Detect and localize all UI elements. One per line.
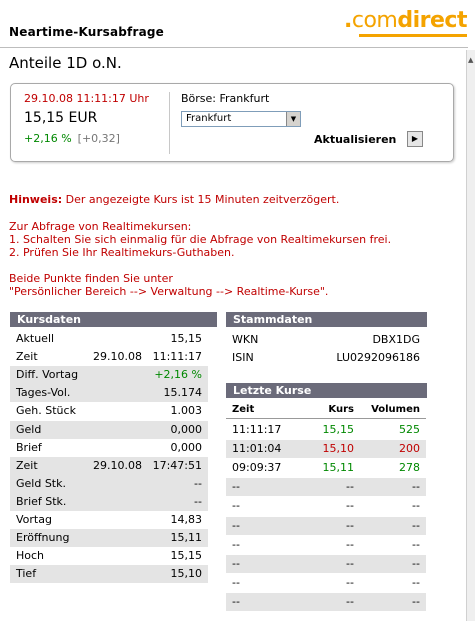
kursdaten-label: Geh. Stück	[16, 404, 76, 418]
letzte-kurse-kurs: --	[346, 518, 354, 532]
kursdaten-row	[10, 565, 208, 583]
letzte-kurse-column-header	[226, 401, 426, 419]
column-header-volumen: Volumen	[371, 404, 420, 415]
kursdaten-value: 15,15	[170, 549, 202, 563]
delay-notice: Hinweis: Der angezeigte Kurs ist 15 Minuten zeitverzögert.	[9, 193, 340, 206]
kursdaten-row	[10, 547, 208, 565]
letzte-kurse-volumen: --	[412, 537, 420, 551]
kursdaten-value: +2,16 %	[154, 368, 202, 382]
kursdaten-label: Zeit	[16, 350, 38, 364]
letzte-kurse-volumen: --	[412, 575, 420, 589]
letzte-kurse-volumen: 525	[399, 423, 420, 436]
letzte-kurse-row	[226, 517, 426, 535]
kursdaten-row	[10, 475, 208, 493]
scrollbar[interactable]	[466, 50, 475, 621]
find-path: "Persönlicher Bereich --> Verwaltung --> Realtime-Kurse".	[9, 285, 329, 298]
kursdaten-date: 29.10.08	[93, 458, 142, 472]
kursdaten-value: 0,000	[170, 422, 202, 436]
letzte-kurse-volumen: --	[412, 518, 420, 532]
header	[0, 0, 475, 48]
letzte-kurse-row	[226, 497, 426, 515]
letzte-kurse-kurs: 15,10	[322, 442, 354, 456]
kursdaten-value: --	[194, 476, 202, 490]
letzte-kurse-kurs: --	[346, 537, 354, 551]
exchange-select-value: Frankfurt	[186, 113, 232, 124]
exchange-label: Börse: Frankfurt	[181, 92, 270, 105]
letzte-kurse-zeit: --	[232, 556, 240, 570]
quote-price: 15,15 EUR	[24, 110, 98, 126]
letzte-kurse-kurs: 15,11	[322, 461, 354, 475]
kursdaten-date: 29.10.08	[93, 350, 142, 364]
page-title: Neartime-Kursabfrage	[9, 25, 165, 39]
column-header-zeit: Zeit	[232, 404, 255, 415]
letzte-kurse-row	[226, 555, 426, 573]
kursdaten-header: Kursdaten	[10, 312, 217, 327]
kursdaten-label: Vortag	[16, 513, 52, 526]
stammdaten-label: WKN	[232, 333, 259, 346]
kursdaten-value: --	[194, 494, 202, 508]
stammdaten-header: Stammdaten	[226, 312, 427, 327]
letzte-kurse-kurs: --	[346, 480, 354, 494]
kursdaten-value: 17:47:51	[152, 458, 202, 472]
quote-box	[10, 83, 454, 162]
kursdaten-label: Geld	[16, 422, 42, 436]
letzte-kurse-volumen: --	[412, 480, 420, 494]
letzte-kurse-zeit: --	[232, 518, 240, 532]
letzte-kurse-kurs: --	[346, 499, 354, 513]
kursdaten-row	[10, 384, 208, 402]
kursdaten-row	[10, 493, 208, 511]
kursdaten-value: 15.174	[163, 386, 202, 400]
kursdaten-value: 14,83	[170, 513, 202, 526]
letzte-kurse-zeit: --	[232, 575, 240, 589]
kursdaten-label: Brief	[16, 440, 42, 454]
letzte-kurse-zeit: --	[232, 499, 240, 513]
change-absolute: [+0,32]	[77, 132, 120, 145]
scroll-up-arrow-icon[interactable]: ▲	[468, 56, 474, 64]
quote-datetime: 29.10.08 11:11:17 Uhr	[24, 92, 149, 105]
stammdaten-value: LU0292096186	[336, 351, 420, 364]
letzte-kurse-kurs: --	[346, 556, 354, 570]
letzte-kurse-volumen: 200	[399, 442, 420, 456]
kursdaten-row	[10, 457, 208, 475]
stammdaten-label: ISIN	[232, 351, 254, 364]
realtime-step-1: 1. Schalten Sie sich einmalig für die Abfrage von Realtimekursen frei.	[9, 233, 392, 246]
kursdaten-row	[10, 511, 208, 529]
kursdaten-label: Zeit	[16, 458, 38, 472]
kursdaten-row	[10, 402, 208, 420]
kursdaten-row	[10, 330, 208, 348]
refresh-label[interactable]: Aktualisieren	[314, 133, 397, 146]
kursdaten-label: Tief	[16, 567, 37, 581]
stammdaten-row	[226, 349, 426, 367]
letzte-kurse-row	[226, 421, 426, 439]
header-divider	[0, 47, 468, 48]
letzte-kurse-row	[226, 440, 426, 458]
letzte-kurse-row	[226, 574, 426, 592]
refresh-arrow-button[interactable]	[407, 131, 423, 147]
letzte-kurse-row	[226, 593, 426, 611]
realtime-step-2: 2. Prüfen Sie Ihr Realtimekurs-Guthaben.	[9, 246, 235, 259]
kursdaten-value: 1.003	[170, 404, 202, 418]
find-hint: Beide Punkte finden Sie unter	[9, 272, 173, 285]
kursdaten-value: 15,10	[170, 567, 202, 581]
letzte-kurse-zeit: 11:11:17	[232, 423, 282, 436]
letzte-kurse-zeit: --	[232, 480, 240, 494]
letzte-kurse-kurs: --	[346, 575, 354, 589]
realtime-intro: Zur Abfrage von Realtimekursen:	[9, 220, 192, 233]
stammdaten-value: DBX1DG	[372, 333, 420, 346]
letzte-kurse-volumen: --	[412, 594, 420, 608]
kursdaten-label: Eröffnung	[16, 531, 70, 545]
letzte-kurse-zeit: --	[232, 594, 240, 608]
kursdaten-label: Diff. Vortag	[16, 368, 79, 382]
kursdaten-label: Hoch	[16, 549, 45, 563]
quote-change	[24, 132, 120, 145]
letzte-kurse-row	[226, 459, 426, 477]
kursdaten-value: 0,000	[170, 440, 202, 454]
stock-name: Anteile 1D o.N.	[9, 54, 122, 72]
kursdaten-row	[10, 366, 208, 384]
kursdaten-row	[10, 348, 208, 366]
column-header-kurs: Kurs	[328, 404, 354, 415]
kursdaten-label: Tages-Vol.	[16, 386, 71, 400]
letzte-kurse-volumen: --	[412, 499, 420, 513]
kursdaten-row	[10, 421, 208, 439]
kursdaten-value: 15,15	[170, 332, 202, 345]
quote-separator	[169, 92, 170, 154]
letzte-kurse-volumen: 278	[399, 461, 420, 475]
change-percent: +2,16 %	[24, 132, 72, 145]
comdirect-logo[interactable]: .comdirect	[344, 8, 467, 33]
letzte-kurse-row	[226, 536, 426, 554]
kursdaten-row	[10, 529, 208, 547]
exchange-select[interactable]	[181, 111, 301, 127]
kursdaten-label: Aktuell	[16, 332, 55, 345]
stammdaten-row	[226, 331, 426, 349]
letzte-kurse-zeit: 09:09:37	[232, 461, 282, 475]
kursdaten-value: 11:11:17	[152, 350, 202, 364]
kursdaten-row	[10, 439, 208, 457]
letzte-kurse-header: Letzte Kurse	[226, 383, 427, 398]
letzte-kurse-kurs: 15,15	[322, 423, 354, 436]
letzte-kurse-kurs: --	[346, 594, 354, 608]
kursdaten-label: Geld Stk.	[16, 476, 66, 490]
logo-underline	[359, 34, 467, 37]
kursdaten-label: Brief Stk.	[16, 494, 67, 508]
kursdaten-value: 15,11	[170, 531, 202, 545]
play-arrow-icon: ▶	[411, 134, 419, 143]
letzte-kurse-row	[226, 478, 426, 496]
letzte-kurse-volumen: --	[412, 556, 420, 570]
letzte-kurse-zeit: --	[232, 537, 240, 551]
letzte-kurse-zeit: 11:01:04	[232, 442, 282, 456]
chevron-down-icon[interactable]: ▼	[286, 112, 300, 126]
